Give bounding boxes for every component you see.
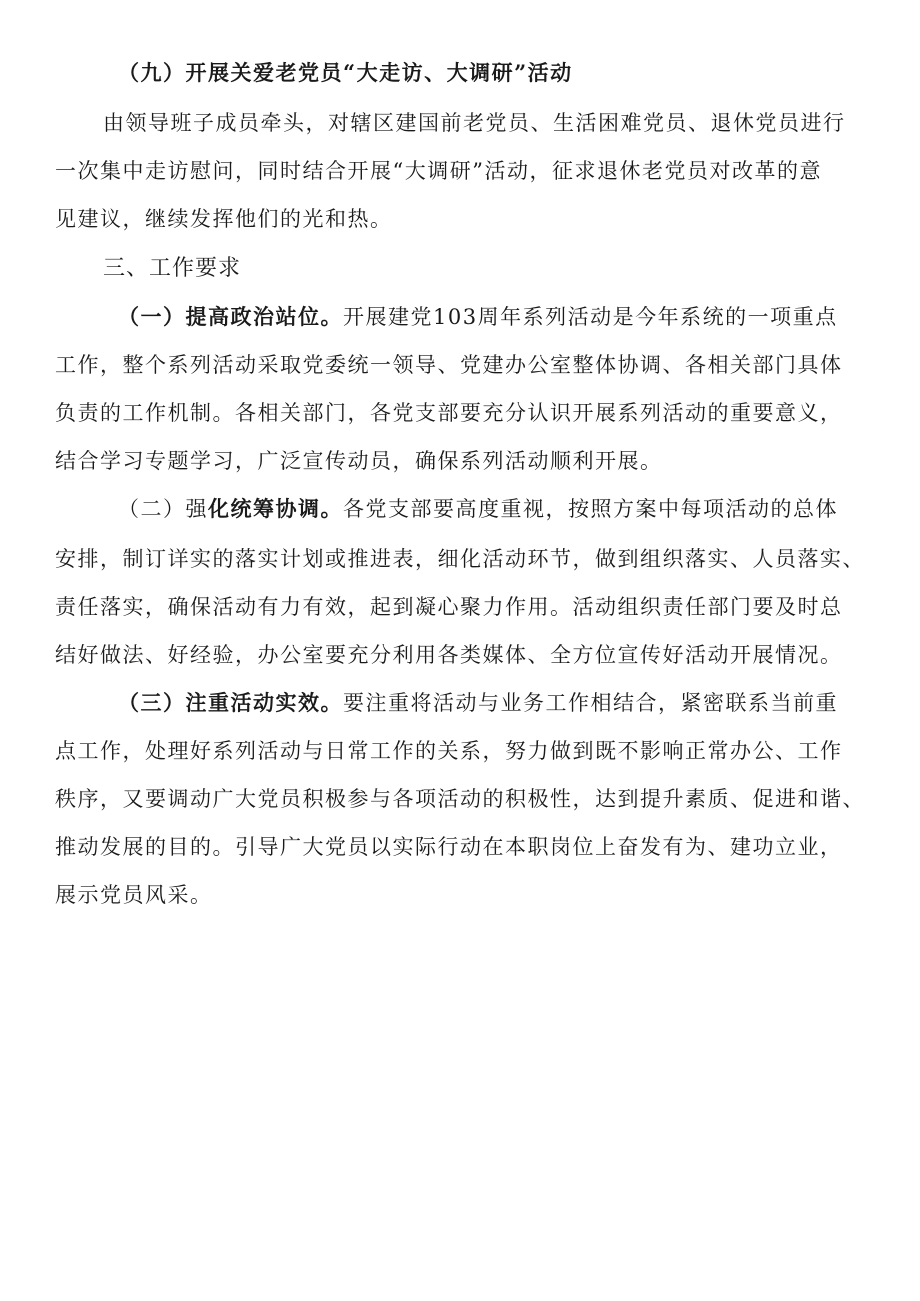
item-2-label-prefix: （二）强 [118,497,208,521]
item-2-text: 各党支部要高度重视，按照方案中每项活动的总体 [343,497,838,521]
paragraph-line: 结好做法、好经验，办公室要充分利用各类媒体、全方位宣传好活动开展情况。 [55,643,843,667]
paragraph-line: 点工作，处理好系列活动与日常工作的关系，努力做到既不影响正常办公、工作 [55,739,843,763]
item-3-label: （三）注重活动实效。 [118,690,343,715]
paragraph-line: 负责的工作机制。各相关部门，各党支部要充分认识开展系列活动的重要意义， [55,401,843,425]
paragraph-line: 展示党员风采。 [55,883,213,907]
paragraph-line: 秩序，又要调动广大党员积极参与各项活动的积极性，达到提升素质、促进和谐、 [55,787,865,811]
item-2-first-line [118,494,898,524]
paragraph-line: 结合学习专题学习，广泛宣传动员，确保系列活动顺利开展。 [55,449,663,473]
section-heading-9: （九）开展关爱老党员“大走访、大调研”活动 [118,60,573,85]
item-2-label: 化统筹协调。 [208,496,343,521]
paragraph-line: 责任落实，确保活动有力有效，起到凝心聚力作用。活动组织责任部门要及时总 [55,595,843,619]
item-1-first-line [118,302,898,332]
paragraph-line: 见建议，继续发挥他们的光和热。 [55,207,393,231]
item-3-first-line [118,688,898,718]
paragraph-line: 推动发展的目的。引导广大党员以实际行动在本职岗位上奋发有为、建功立业， [55,835,843,859]
item-1-label: （一）提高政治站位。 [118,304,343,329]
paragraph-line: 由领导班子成员牵头，对辖区建国前老党员、生活困难党员、退休党员进行 [103,111,846,135]
paragraph-line: 工作，整个系列活动采取党委统一领导、党建办公室整体协调、各相关部门具体 [55,353,843,377]
paragraph-line: 一次集中走访慰问，同时结合开展“大调研”活动，征求退休老党员对改革的意 [55,159,822,183]
part-heading-3: 三、工作要求 [103,256,242,281]
item-1-text: 开展建党103周年系列活动是今年系统的一项重点 [343,305,838,329]
paragraph-line: 安排，制订详实的落实计划或推进表，细化活动环节，做到组织落实、人员落实、 [55,547,865,571]
item-3-text: 要注重将活动与业务工作相结合，紧密联系当前重 [343,691,838,715]
